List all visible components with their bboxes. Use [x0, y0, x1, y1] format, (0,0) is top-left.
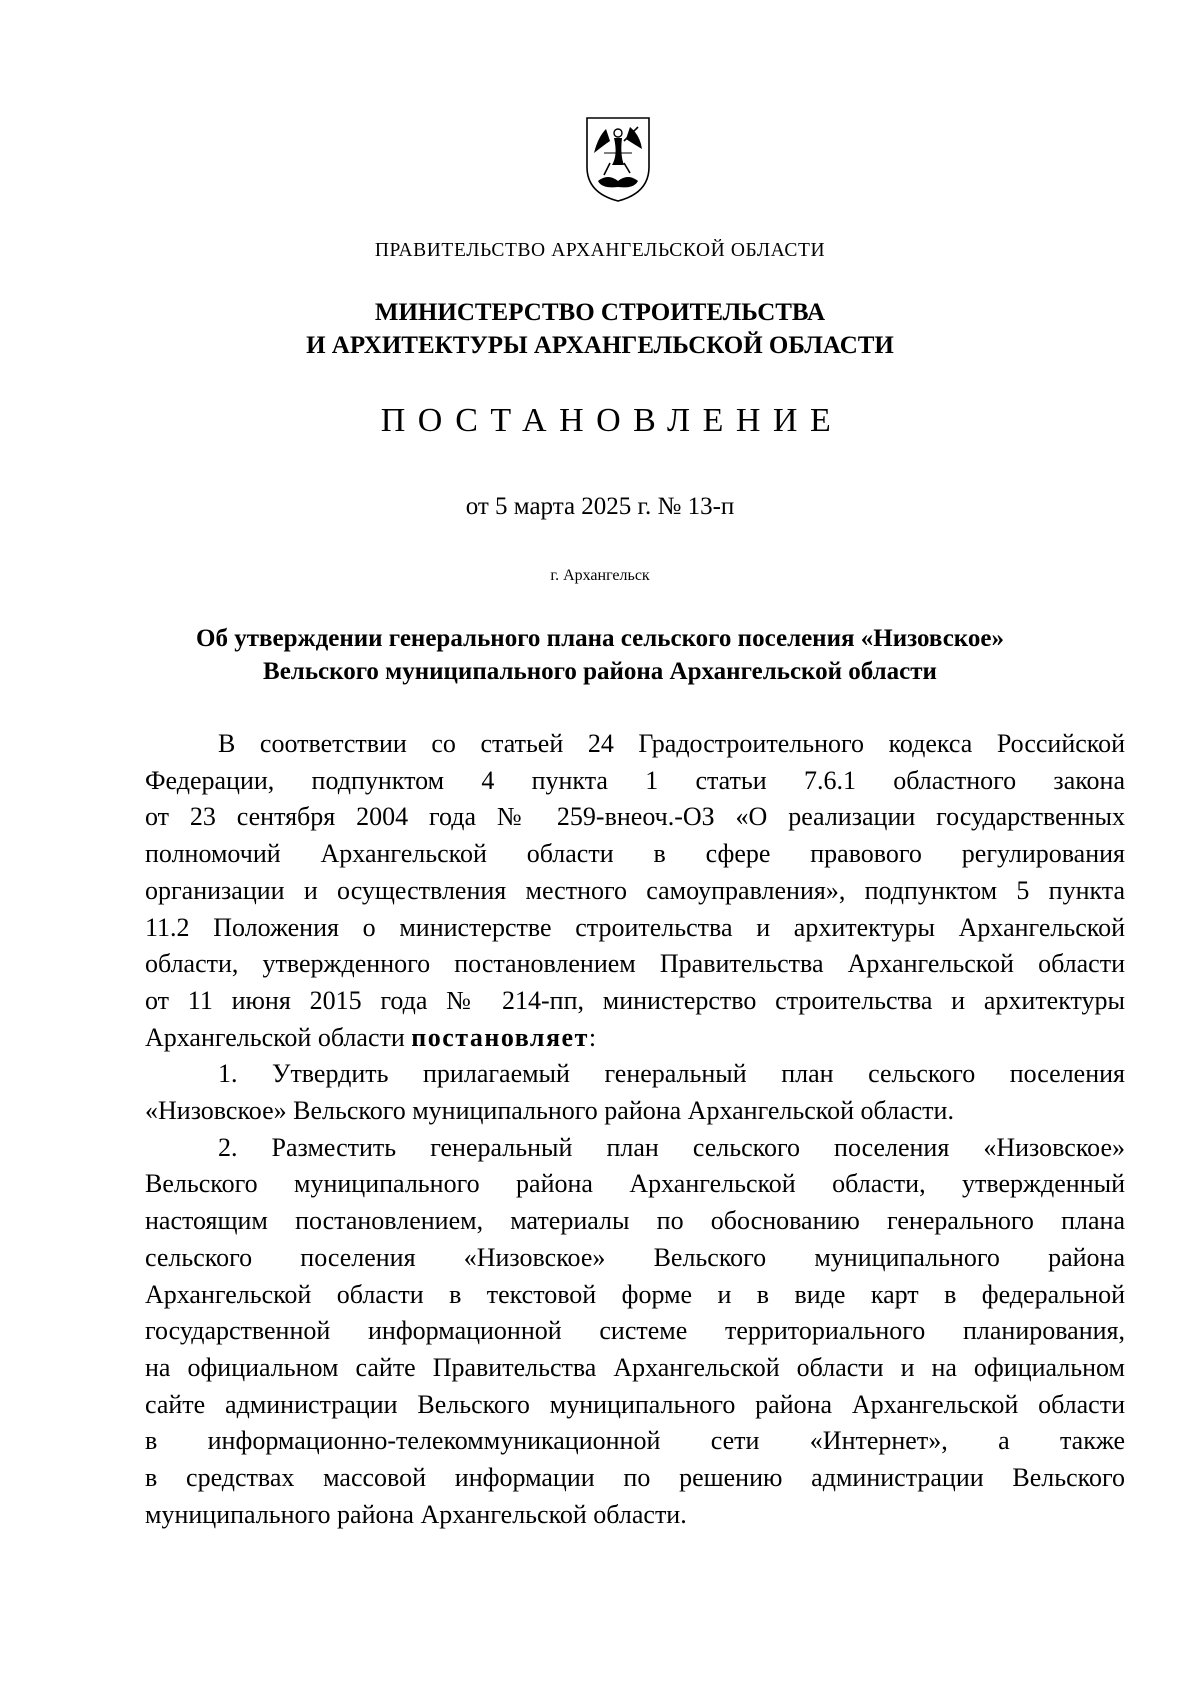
text-line: муниципального района Архангельской области. — [145, 1499, 687, 1529]
text-line: 11.2 Положения о министерстве строительства и архитектуры Архангельской — [145, 912, 1125, 942]
text-line: в средствах массовой информации по решению администрации Вельского — [145, 1463, 1125, 1493]
text-line: сельского поселения «Низовское» Вельского муниципального района — [145, 1242, 1125, 1272]
resolves-keyword: постановляет — [411, 1022, 589, 1052]
text-line: от 23 сентября 2004 года № 259-внеоч.-ОЗ «О реализации государственных — [145, 802, 1125, 832]
text-line: 1. Утвердить прилагаемый генеральный план сельского поселения — [218, 1059, 1125, 1089]
text-line: Вельского муниципального района Архангельской области, утвержденный — [145, 1169, 1125, 1199]
government-name: ПРАВИТЕЛЬСТВО АРХАНГЕЛЬСКОЙ ОБЛАСТИ — [374, 240, 826, 261]
ministry-name — [0, 296, 1200, 362]
text-line: от 11 июня 2015 года № 214-пп, министерство строительства и архитектуры — [145, 985, 1125, 1015]
text-line: организации и осуществления местного самоуправления», подпунктом 5 пункта — [145, 875, 1125, 905]
text-line: сайте администрации Вельского муниципального района Архангельской области — [145, 1389, 1125, 1419]
document-subject — [0, 622, 1200, 688]
coat-of-arms-icon — [584, 115, 652, 203]
ministry-name-line-1: МИНИСТЕРСТВО СТРОИТЕЛЬСТВА — [374, 299, 826, 326]
text-line: Федерации, подпунктом 4 пункта 1 статьи 7.6.1 областного закона — [145, 765, 1125, 795]
text-line — [145, 1020, 1125, 1057]
city: г. Архангельск — [550, 567, 650, 584]
document-type: ПОСТАНОВЛЕНИЕ — [380, 402, 844, 439]
date-and-number: от 5 марта 2025 г. № 13-п — [465, 493, 735, 520]
text-line: Архангельской области в текстовой форме и в виде карт в федеральной — [145, 1279, 1125, 1309]
text-line: государственной информационной системе территориального планирования, — [145, 1316, 1125, 1346]
colon: : — [588, 1022, 597, 1052]
ministry-name-line-2: И АРХИТЕКТУРЫ АРХАНГЕЛЬСКОЙ ОБЛАСТИ — [306, 332, 894, 359]
item-1-paragraph — [145, 1056, 1125, 1129]
text-line: в информационно-телекоммуникационной сети «Интернет», а также — [145, 1426, 1125, 1456]
text-line: В соответствии со статьей 24 Градостроительного кодекса Российской — [218, 729, 1125, 758]
text-line: «Низовское» Вельского муниципального района Архангельской области. — [145, 1096, 954, 1126]
text-line: 2. Разместить генеральный план сельского поселения «Низовское» — [218, 1132, 1125, 1162]
text-line: на официальном сайте Правительства Архангельской области и на официальном — [145, 1352, 1125, 1382]
document-body — [145, 726, 1125, 1533]
text-line: настоящим постановлением, материалы по обоснованию генерального плана — [145, 1206, 1125, 1236]
text-line: области, утвержденного постановлением Правительства Архангельской области — [145, 949, 1125, 979]
text-line: полномочий Архангельской области в сфере правового регулирования — [145, 839, 1125, 869]
item-2-paragraph — [145, 1130, 1125, 1534]
preamble-paragraph — [145, 726, 1125, 1056]
preamble-last-line-start: Архангельской области — [145, 1022, 412, 1052]
subject-line-1: Об утверждении генерального плана сельского поселения «Низовское» — [196, 625, 1004, 652]
subject-line-2: Вельского муниципального района Архангельской области — [263, 658, 937, 685]
